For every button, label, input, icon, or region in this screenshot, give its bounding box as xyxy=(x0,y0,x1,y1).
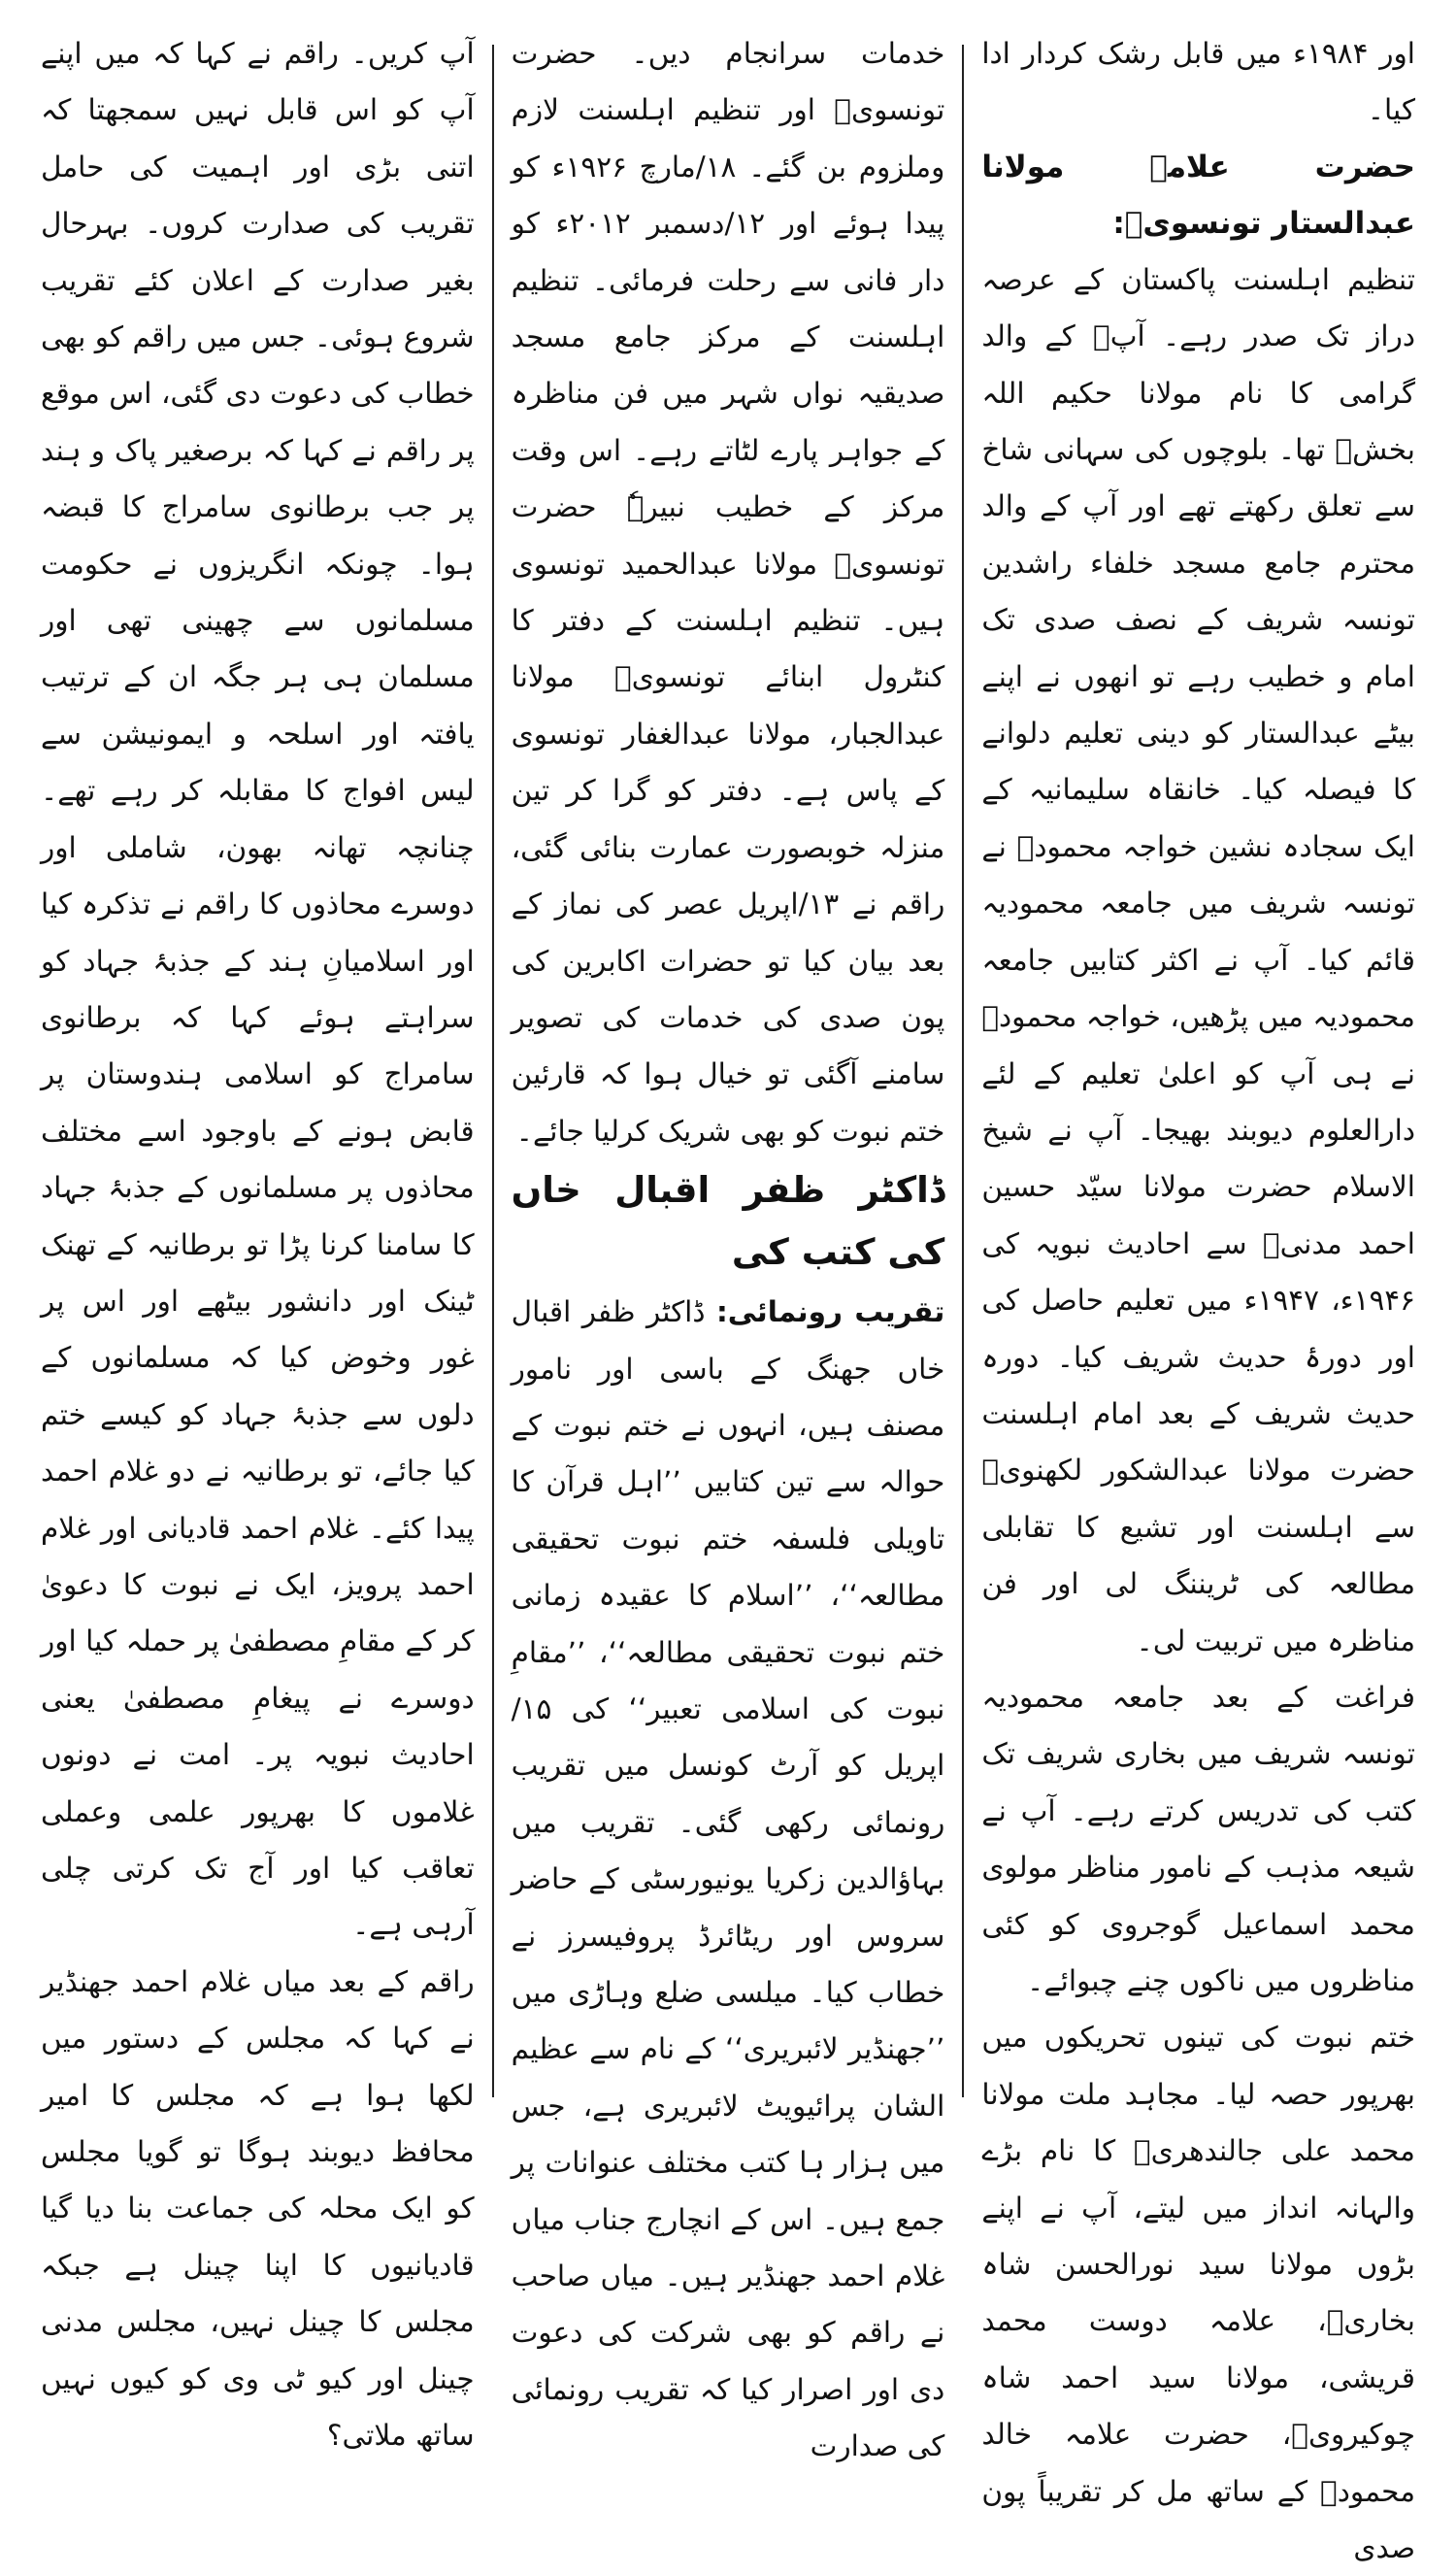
column-left xyxy=(23,25,492,2453)
inline-heading: تقریب رونمائی: xyxy=(715,1295,945,1329)
column-right xyxy=(964,25,1433,2565)
paragraph: تنظیم اہلسنت پاکستان کے عرصہ دراز تک صدر رہے۔ آپؒ کے والد گرامی کا نام مولانا حکیم اللہ بخشؒ تھا۔ بلوچوں کی سہانی شاخ سے تعلق رکھتے تھے اور آپ کے والد محترم جامع مسجد خلفاء راشدین تونسہ شریف کے نصف صدی تک امام و خطیب رہے تو انھوں نے اپنے بیٹے عبدالستار کو دینی تعلیم دلوانے کا فیصلہ کیا۔ خانقاہ سلیمانیہ کے ایک سجادہ نشین خواجہ محمودؒ نے تونسہ شریف میں جامعہ محمودیہ قائم کیا۔ آپ نے اکثر کتابیں جامعہ محمودیہ میں پڑھیں، خواجہ محمودؒ نے ہی آپ کو اعلیٰ تعلیم کے لئے دارالعلوم دیوبند بھیجا۔ آپ نے شیخ الاسلام حضرت مولانا سیّد حسین احمد مدنیؒ سے احادیث نبویہ کی ۱۹۴۶ء، ۱۹۴۷ء میں تعلیم حاصل کی اور دورۂ حدیث شریف کیا۔ دورہ حدیث شریف کے بعد امام اہلسنت حضرت مولانا عبدالشکور لکھنویؒ سے اہلسنت اور تشیع کا تقابلی مطالعہ کی ٹریننگ لی اور فن مناظرہ میں تربیت لی۔ xyxy=(981,262,1415,1657)
paragraph-intro: اور ۱۹۸۴ء میں قابل رشک کردار ادا کیا۔ xyxy=(981,37,1415,127)
paragraph: راقم کے بعد میاں غلام احمد جھنڈیر نے کہا کہ مجلس کے دستور میں لکھا ہوا ہے کہ مجلس کا امیر محافظ دیوبند ہوگا تو گویا مجلس کو ایک محلہ کی جماعت بنا دیا گیا قادیانیوں کا اپنا چینل ہے جبکہ مجلس کا چینل نہیں، مجلس مدنی چینل اور کیو ٹی وی کو کیوں نہیں ساتھ ملاتی؟ xyxy=(40,1964,475,2453)
section-subhead: حضرت علامہ مولانا عبدالستار تونسویؒ: xyxy=(981,149,1415,241)
section-heading: ڈاکٹر ظفر اقبال خاں کی کتب کی xyxy=(511,1169,945,1274)
paragraph: فراغت کے بعد جامعہ محمودیہ تونسہ شریف میں بخاری شریف تک کتب کی تدریس کرتے رہے۔ آپ نے شیعہ مذہب کے نامور مناظر مولوی محمد اسماعیل گوجروی کو کئی مناظروں میں ناکوں چنے چبوائے۔ xyxy=(981,1680,1415,1997)
paragraph: خدمات سرانجام دیں۔ حضرت تونسویؒ اور تنظیم اہلسنت لازم وملزوم بن گئے۔ ۱۸/مارچ ۱۹۲۶ء کو پیدا ہوئے اور ۱۲/دسمبر ۲۰۱۲ء کو دار فانی سے رحلت فرمائی۔ تنظیم اہلسنت کے مرکز جامع مسجد صدیقیہ نواں شہر میں فن مناظرہ کے جواہر پارے لٹاتے رہے۔ اس وقت مرکز کے خطیب نبیرہٗ حضرت تونسویؒ مولانا عبدالحمید تونسوی ہیں۔ تنظیم اہلسنت کے دفتر کا کنٹرول ابنائے تونسویؒ مولانا عبدالجبار، مولانا عبدالغفار تونسوی کے پاس ہے۔ دفتر کو گرا کر تین منزلہ خوبصورت عمارت بنائی گئی، راقم نے ۱۳/اپریل عصر کی نماز کے بعد بیان کیا تو حضرات اکابرین کی پون صدی کی خدمات کی تصویر سامنے آگئی تو خیال ہوا کہ قارئین ختم نبوت کو بھی شریک کرلیا جائے۔ xyxy=(511,37,945,1148)
paragraph: ختم نبوت کی تینوں تحریکوں میں بھرپور حصہ لیا۔ مجاہد ملت مولانا محمد علی جالندھریؒ کا نام بڑے والہانہ انداز میں لیتے، آپ نے اپنے بڑوں مولانا سید نورالحسن شاہ بخاریؒ، علامہ دوست محمد قریشی، مولانا سید احمد شاہ چوکیرویؒ، حضرت علامہ خالد محمودؒ کے ساتھ مل کر تقریباً پون صدی xyxy=(981,2021,1415,2565)
paragraph: آپ کریں۔ راقم نے کہا کہ میں اپنے آپ کو اس قابل نہیں سمجھتا کہ اتنی بڑی اور اہمیت کی حامل تقریب کی صدارت کروں۔ بہرحال بغیر صدارت کے اعلان کئے تقریب شروع ہوئی۔ جس میں راقم کو بھی خطاب کی دعوت دی گئی، اس موقع پر راقم نے کہا کہ برصغیر پاک و ہند پر جب برطانوی سامراج کا قبضہ ہوا۔ چونکہ انگریزوں نے حکومت مسلمانوں سے چھینی تھی اور مسلمان ہی ہر جگہ ان کے ترتیب یافتہ اور اسلحہ و ایمونیشن سے لیس افواج کا مقابلہ کر رہے تھے۔ چنانچہ تھانہ بھون، شاملی اور دوسرے محاذوں کا راقم نے تذکرہ کیا اور اسلامیانِ ہند کے جذبۂ جہاد کو سراہتے ہوئے کہا کہ برطانوی سامراج کو اسلامی ہندوستان پر قابض ہونے کے باوجود اسے مختلف محاذوں پر مسلمانوں کے جذبۂ جہاد کا سامنا کرنا پڑا تو برطانیہ کے تھنک ٹینک اور دانشور بیٹھے اور اس پر غور وخوض کیا کہ مسلمانوں کے دلوں سے جذبۂ جہاد کو کیسے ختم کیا جائے، تو برطانیہ نے دو غلام احمد پیدا کئے۔ غلام احمد قادیانی اور غلام احمد پرویز، ایک نے نبوت کا دعویٰ کر کے مقامِ مصطفیٰ پر حملہ کیا اور دوسرے نے پیغامِ مصطفیٰ یعنی احادیث نبویہ پر۔ امت نے دونوں غلاموں کا بھرپور علمی وعملی تعاقب کیا اور آج تک کرتی چلی آرہی ہے۔ xyxy=(40,37,475,1942)
paragraph xyxy=(512,1284,945,2475)
paragraph-text: ڈاکٹر ظفر اقبال خاں جھنگ کے باسی اور نامور مصنف ہیں، انہوں نے ختم نبوت کے حوالہ سے تین کتابیں ’’اہل قرآن کا تاویلی فلسفہ ختم نبوت تحقیقی مطالعہ‘‘، ’’اسلام کا عقیدہ زمانی ختم نبوت تحقیقی مطالعہ‘‘، ’’مقامِ نبوت کی اسلامی تعبیر‘‘ کی ۱۵/اپریل کو آرٹ کونسل میں تقریب رونمائی رکھی گئی۔ تقریب میں بہاؤالدین زکریا یونیورسٹی کے حاضر سروس اور ریٹائرڈ پروفیسرز نے خطاب کیا۔ میلسی ضلع وہاڑی میں ’’جھنڈیر لائبریری‘‘ کے نام سے عظیم الشان پرائیویٹ لائبریری ہے، جس میں ہزار ہا کتب مختلف عنوانات پر جمع ہیں۔ اس کے انچارج جناب میاں غلام احمد جھنڈیر ہیں۔ میاں صاحب نے راقم کو بھی شرکت کی دعوت دی اور اصرار کیا کہ تقریب رونمائی کی صدارت xyxy=(511,1295,945,2463)
column-middle xyxy=(494,25,963,2463)
